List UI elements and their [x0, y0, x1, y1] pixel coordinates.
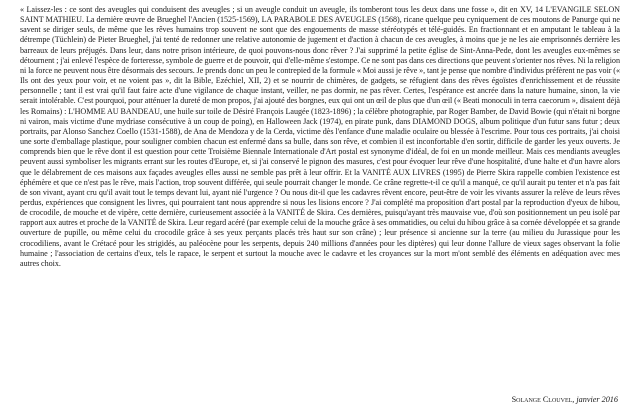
signature-separator: , [572, 395, 577, 404]
signature-date: janvier 2016 [576, 395, 618, 404]
signature-line [512, 395, 618, 405]
author-name: Solange Clouvel [511, 395, 573, 404]
body-paragraph: « Laissez-les : ce sont des aveugles qui conduisent des aveugles ; si un aveugle conduit un aveugle, ils tomberont tous les deux dans une fosse », dit en XV, 14 L'EVANGILE SELON SAINT MATHIEU. La dernière œuvre de Brueghel l'Ancien (1525-1569), LA PARABOLE DES AVEUGLES (1568), ricane quelque peu cyniquement de ces moutons de Panurge qui ne savent se diriger seuls, de même que les rêves humains trop souvent ne sont que des engouements de masse stéréotypés et télé-guidés. En fractionnant et en amputant le tableau à la détrempe (Tüchlein) de Pieter Brueghel, j'ai tenté de redonner une relative autonomie de jugement et d'action à chacun de ces aveugles, à moins que je ne les aie emprisonnés derrière les barreaux de leurs préjugés. Dans leur, dans notre prison intérieure, de quoi pouvons-nous donc rêver ? J'ai supprimé la petite église de Sint-Anna-Pede, dont les aveugles eux-mêmes se détournent ; j'ai enlevé l'espèce de forteresse, symbole de guerre et de pouvoir, qui d'elle-même s'estompe. Ce ne sont pas dans ces directions que peuvent s'orienter nos rêves. Ni la religion ni la force ne peuvent nous être désormais des secours. Je prends donc un peu le contrepied de la formule « Moi aussi je rêve », tant je pense que nombre d'individus préfèrent ne pas voir (« Ils ont des yeux pour voir, et ne voient pas », dit la Bible, Ezéchiel, XII, 2) et se nourrir de chimères, de gadgets, se réfugient dans des rêves égoïstes d'enrichissement et de réussite personnelle ; tant il est vrai qu'il faut faire acte d'une vigilance de chaque instant, veiller, ne pas dormir, ne pas rêver. Certes, l'espérance est ancrée dans la nature humaine, sinon, la vie serait intolérable. C'est pourquoi, pour atténuer la dureté de mon propos, j'ai ajouté des borgnes, eux qui ont un œil de plus que d'un œil (« Beati monoculi in terra caecorum », disaient déjà les Romains) : L'HOMME AU BANDEAU, une huile sur toile de Désiré François Laugée (1823-1896) ; la célèbre photographie, par Roger Bamber, de David Bowie (qui n'était ni borgne ni vairon, mais victime d'une mydriase consécutive à un coup de poing), en Halloween Jack (1974), en pirate punk, dans DIAMOND DOGS, album politique d'un futur sans futur ; deux portraits, par Alonso Sanchez Coello (1531-1588), de Ana de Mendoza y de la Cerda, victime dès l'enfance d'une maladie oculaire ou blessée à l'escrime. Pour tous ces portraits, j'ai choisi une sorte d'emballage plastique, pour souligner combien chacun est enfermé dans sa bulle, dans son rêve, et combien il est inconfortable d'en sortir, difficile de garder les yeux ouverts. Je comprends bien que le rêve dont il est question pour cette Troisième Biennale Internationale d'Art postal est synonyme d'idéal, de foi en un monde meilleur. Mais ces mendiants aveugles peuvent aussi symboliser les migrants errant sur les routes d'Europe, et, si j'ai conservé le pignon des masures, c'est pour évoquer leur rêve d'une hospitalité, d'une halte et d'un havre alors que le délabrement de ces maisons aux façades aveugles elles aussi ne semble pas prêt à leur offrir. Et la VANITÉ AUX LIVRES (1995) de Pierre Skira rappelle combien l'existence est éphémère et que ce n'est pas le rêve, mais l'action, trop souvent différée, qui seule pourrait changer le monde. Ce crâne regrette-t-il ce qu'il a manqué, ce qu'il aurait pu tenter et n'a pas fait de son vivant, ayant cru qu'il avait tout le temps devant lui, ayant nié l'urgence ? Ou nous dit-il que les cadavres rêvent encore, peut-être de voir les vivants assurer la relève de leurs rêves perdus, expériences que consignent les livres, qui pourraient tant nous apprendre si nous les lisions encore ? J'ai complété ma proposition d'art postal par la reproduction d'yeux de hibou, de crocodile, de mouche et de vipère, cette dernière, curieusement associée à la VANITÉ de Skira. Ces dernières, puisqu'ayant très mauvaise vue, d'où son positionnement un peu isolé par rapport aux autres et proche de la VANITÉ de Skira. Leur regard acéré (par exemple celui de la mouche grâce à ses ommatidies, ou celui du hibou grâce à sa cornée développée et sa grande ouverture de pupille, ou même celui du crocodile grâce à ses yeux perçants placés très haut sur son crâne) ; leur présence si ancienne sur la terre (au milieu du Jurassique pour les crocodiliens, avant le Crétacé pour les strigidés, au paléocène pour les serpents, depuis 240 millions d'années pour les diptères) qui leur donne l'allure de vieux sages observant la folie humaine ; l'association de certains d'eux, tels le rapace, le serpent et surtout la mouche avec le cadavre et les croyances sur la mort m'ont semblé des éléments en adéquation avec mes autres choix. [20, 5, 621, 268]
